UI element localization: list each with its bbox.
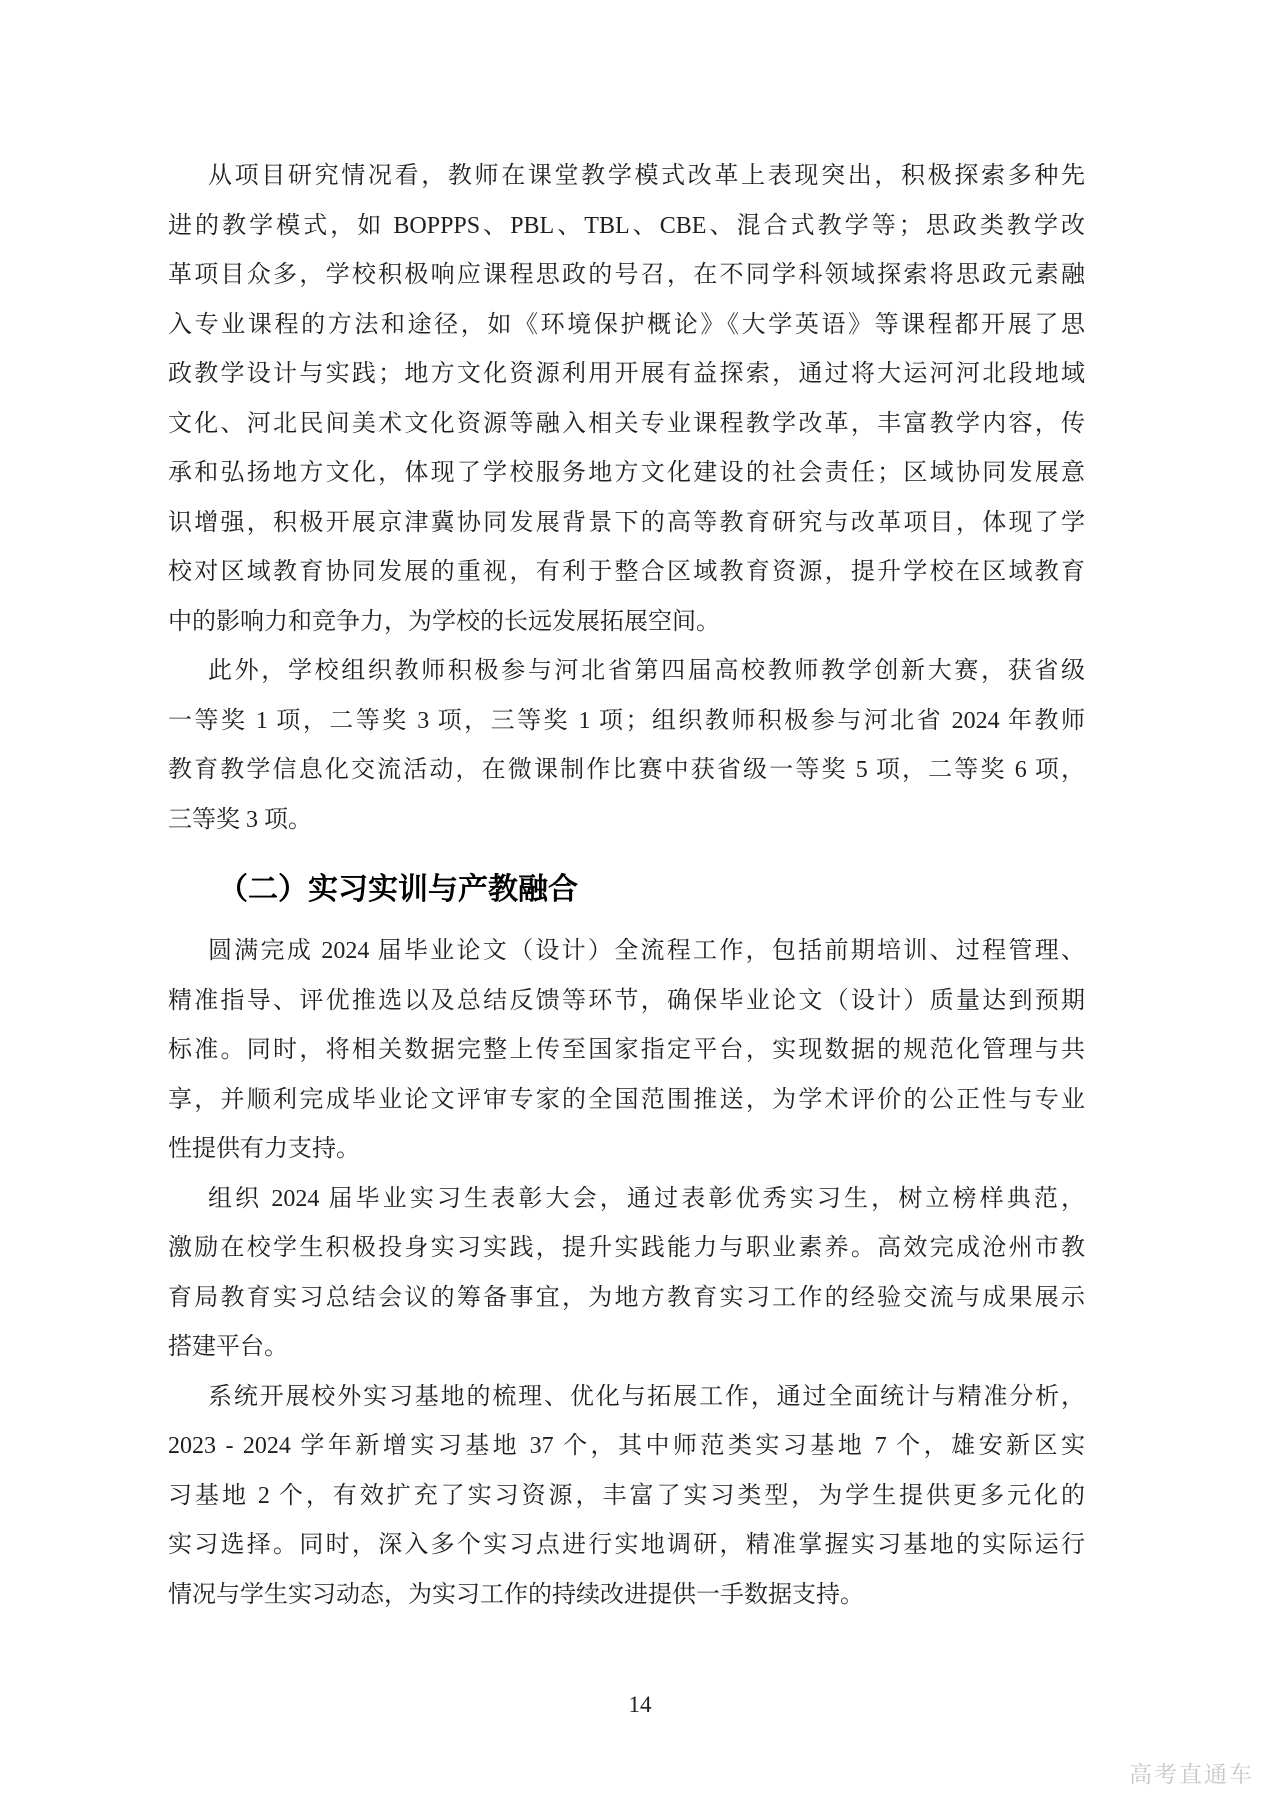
text-line: 2023 - 2024 学年新增实习基地 37 个，其中师范类实习基地 7 个，雄安新区实 — [168, 1433, 1085, 1459]
text-line: 校对区域教育协同发展的重视，有利于整合区域教育资源，提升学校在区域教育 — [168, 559, 1085, 585]
text-line: 标准。同时，将相关数据完整上传至国家指定平台，实现数据的规范化管理与共 — [168, 1037, 1085, 1063]
text-line: 中的影响力和竞争力，为学校的长远发展拓展空间。 — [168, 608, 720, 635]
text-line: 搭建平台。 — [168, 1334, 288, 1360]
text-line: 文化、河北民间美术文化资源等融入相关专业课程教学改革，丰富教学内容，传 — [168, 410, 1085, 437]
text-line: 享，并顺利完成毕业论文评审专家的全国范围推送，为学术评价的公正性与专业 — [168, 1086, 1085, 1113]
document-body — [168, 152, 1085, 1620]
text-line: 政教学设计与实践；地方文化资源利用开展有益探索，通过将大运河河北段地域 — [168, 361, 1085, 387]
text-line: 三等奖 3 项。 — [168, 806, 312, 833]
text-line: 系统开展校外实习基地的梳理、优化与拓展工作，通过全面统计与精准分析， — [208, 1383, 1085, 1410]
paragraph — [168, 927, 1085, 1175]
text-line: 入专业课程的方法和途径，如《环境保护概论》《大学英语》等课程都开展了思 — [168, 311, 1085, 338]
text-line: 教育教学信息化交流活动，在微课制作比赛中获省级一等奖 5 项，二等奖 6 项， — [168, 757, 1085, 783]
text-line: 进的教学模式，如 BOPPPS、PBL、TBL、CBE、混合式教学等；思政类教学改 — [168, 212, 1085, 239]
paragraph — [168, 1373, 1085, 1621]
text-line: 一等奖 1 项，二等奖 3 项，三等奖 1 项；组织教师积极参与河北省 2024 年教师 — [168, 707, 1085, 734]
text-line: 实习选择。同时，深入多个实习点进行实地调研，精准掌握实习基地的实际运行 — [168, 1532, 1085, 1558]
text-line: 习基地 2 个，有效扩充了实习资源，丰富了实习类型，为学生提供更多元化的 — [168, 1482, 1085, 1509]
text-line: 识增强，积极开展京津冀协同发展背景下的高等教育研究与改革项目，体现了学 — [168, 509, 1085, 536]
text-line: 承和弘扬地方文化，体现了学校服务地方文化建设的社会责任；区域协同发展意 — [168, 460, 1085, 486]
text-line: 革项目众多，学校积极响应课程思政的号召，在不同学科领域探索将思政元素融 — [168, 262, 1085, 288]
text-line: 性提供有力支持。 — [168, 1136, 360, 1162]
paragraph — [168, 647, 1085, 845]
section-heading: （二）实习实训与产教融合 — [218, 873, 578, 906]
page-number: 14 — [628, 1692, 652, 1717]
text-line: 组织 2024 届毕业实习生表彰大会，通过表彰优秀实习生，树立榜样典范， — [208, 1185, 1085, 1212]
paragraph — [168, 152, 1085, 647]
text-line: 圆满完成 2024 届毕业论文（设计）全流程工作，包括前期培训、过程管理、 — [208, 938, 1085, 964]
paragraph — [168, 1175, 1085, 1373]
text-line: 情况与学生实习动态，为实习工作的持续改进提供一手数据支持。 — [168, 1581, 864, 1608]
text-line: 精准指导、评优推选以及总结反馈等环节，确保毕业论文（设计）质量达到预期 — [168, 987, 1085, 1014]
text-line: 此外，学校组织教师积极参与河北省第四届高校教师教学创新大赛，获省级 — [208, 658, 1085, 684]
watermark-text: 高考直通车 — [1129, 1761, 1254, 1787]
text-line: 育局教育实习总结会议的筹备事宜，为地方教育实习工作的经验交流与成果展示 — [168, 1284, 1085, 1311]
text-line: 激励在校学生积极投身实习实践，提升实践能力与职业素养。高效完成沧州市教 — [168, 1235, 1085, 1261]
text-line: 从项目研究情况看，教师在课堂教学模式改革上表现突出，积极探索多种先 — [208, 163, 1085, 189]
